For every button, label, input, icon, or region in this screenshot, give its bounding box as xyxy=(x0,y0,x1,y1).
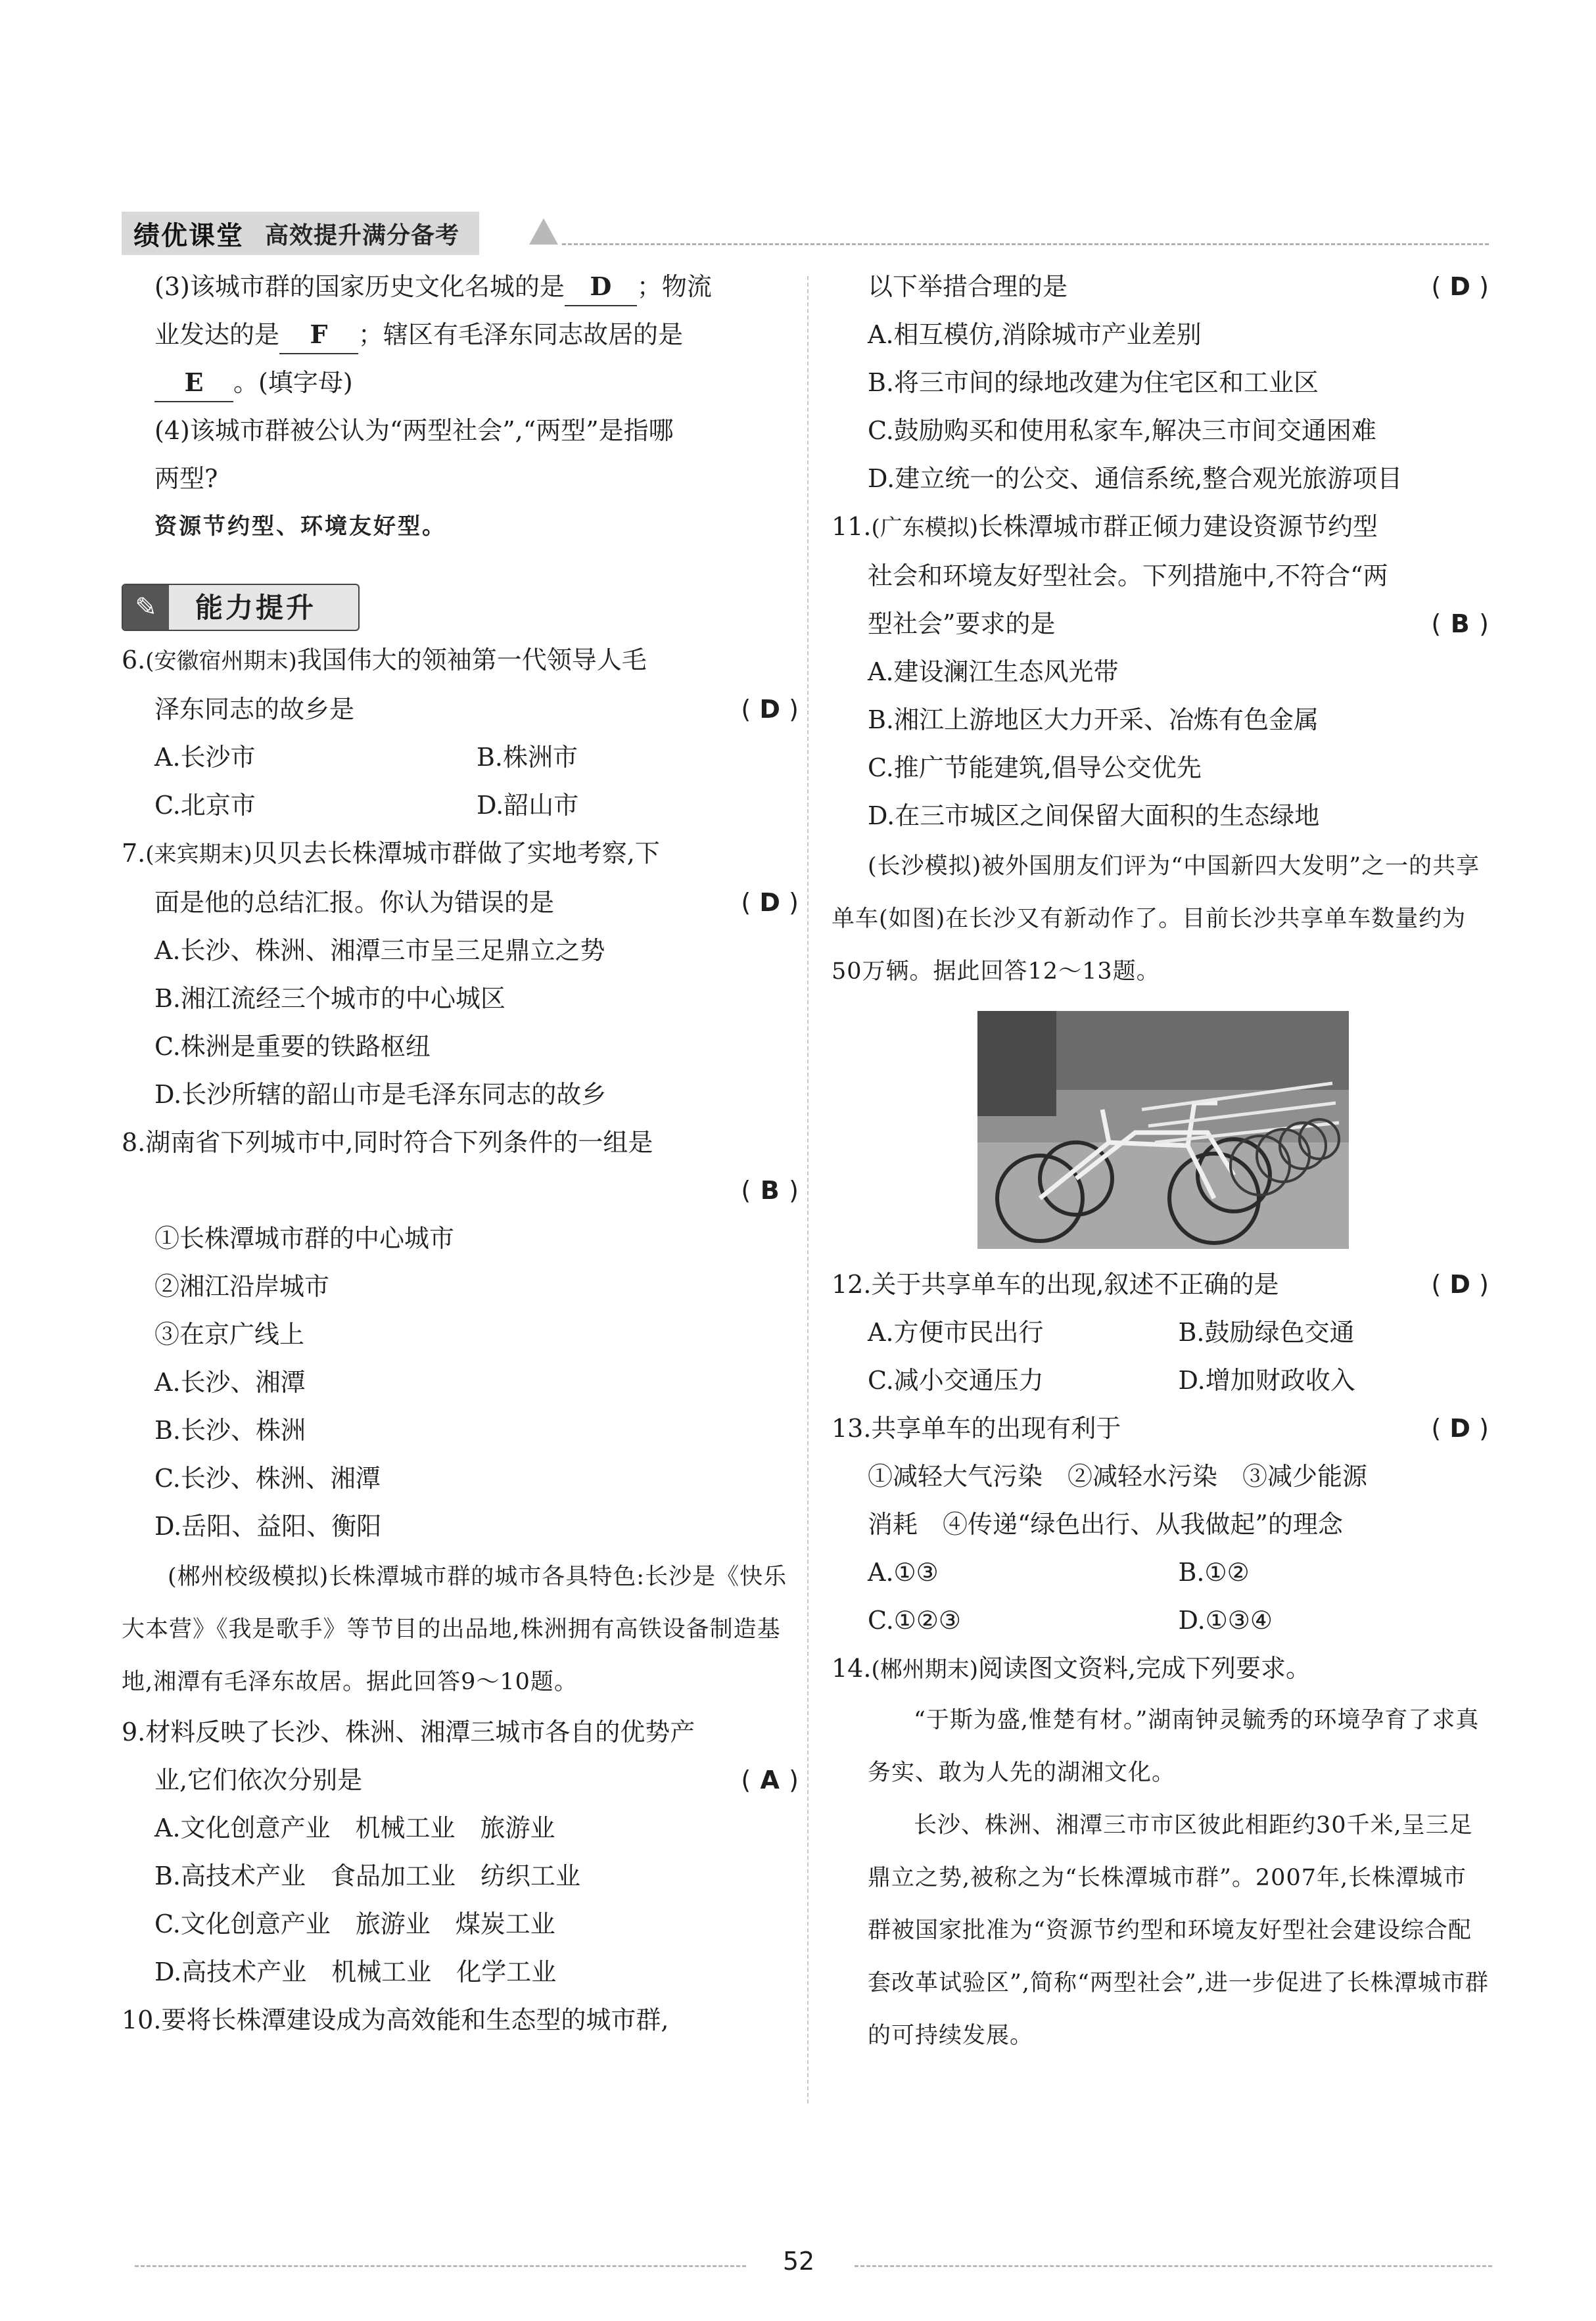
q11-line2: 社会和环境友好型社会。下列措施中,不符合“两 xyxy=(868,561,1388,590)
q3-answer-1: D xyxy=(565,268,637,306)
q11-option-d: D.在三市城区之间保留大面积的生态绿地 xyxy=(868,801,1320,830)
q7-line1: 7.(来宾期末)贝贝去长株潭城市群做了实地考察,下 xyxy=(122,839,660,868)
q14-line1: 14.(郴州期末)阅读图文资料,完成下列要求。 xyxy=(832,1654,1311,1683)
q6-line1: 6.(安徽宿州期末)我国伟大的领袖第一代领导人毛 xyxy=(122,645,647,674)
section-title-text: 能力提升 xyxy=(195,591,317,624)
q13-options-row2: C.①②③ D.①③④ xyxy=(868,1606,1273,1635)
q7-option-c: C.株洲是重要的铁路枢纽 xyxy=(154,1032,431,1061)
q6-options-row2: C.北京市 D.韶山市 xyxy=(154,791,579,820)
q12-options-row1: A.方便市民出行 B.鼓励绿色交通 xyxy=(868,1318,1355,1347)
notepad-icon: ✎ xyxy=(123,585,169,630)
q3-answer-2: F xyxy=(279,316,358,354)
header-triangle-icon xyxy=(529,218,558,245)
q8-line1: 8.湖南省下列城市中,同时符合下列条件的一组是 xyxy=(122,1128,653,1157)
q9-option-d: D.高技术产业 机械工业 化学工业 xyxy=(154,1958,557,1986)
material-9-10: (郴州校级模拟)长株潭城市群的城市各具特色:长沙是《快乐大本营》《我是歌手》等节目的出品地,株洲拥有高铁设备制造基地,湘潭有毛泽东故居。据此回答9～10题。 xyxy=(122,1564,787,1695)
left-column xyxy=(122,263,799,2044)
q13-statements-2: 消耗 ④传递“绿色出行、从我做起”的理念 xyxy=(868,1510,1343,1539)
shared-bicycles-photo xyxy=(977,1011,1349,1249)
q9-line1: 9.材料反映了长沙、株洲、湘潭三城市各自的优势产 xyxy=(122,1718,695,1747)
q13-statements-1: ①减轻大气污染 ②减轻水污染 ③减少能源 xyxy=(868,1462,1368,1491)
footer-divider-left xyxy=(135,2265,746,2267)
q14-paragraph-1: “于斯为盛,惟楚有材。”湖南钟灵毓秀的环境孕育了求真务实、敢为人先的湖湘文化。 xyxy=(868,1707,1480,1786)
q3-answer-3: E xyxy=(154,364,233,402)
q9-option-b: B.高技术产业 食品加工业 纺织工业 xyxy=(154,1862,581,1890)
q6-line2: 泽东同志的故乡是 ( D ) xyxy=(122,686,799,734)
q13-answer: ( D ) xyxy=(1431,1414,1489,1443)
q12-options-row2: C.减小交通压力 D.增加财政收入 xyxy=(868,1366,1355,1395)
q11-line1: 11.(广东模拟)长株潭城市群正倾力建设资源节约型 xyxy=(832,512,1378,541)
q8-answer-line xyxy=(122,1167,799,1215)
q11-option-b: B.湘江上游地区大力开采、冶炼有色金属 xyxy=(868,705,1319,734)
q10-answer: ( D ) xyxy=(1431,272,1489,301)
q7-option-d: D.长沙所辖的韶山市是毛泽东同志的故乡 xyxy=(154,1080,607,1109)
q13-options-row1: A.①③ B.①② xyxy=(868,1558,1250,1587)
q13-line1: 13.共享单车的出现有利于 ( D ) xyxy=(832,1405,1489,1453)
q8-option-d: D.岳阳、益阳、衡阳 xyxy=(154,1512,382,1541)
q3-line2: 业发达的是 F ；辖区有毛泽东同志故居的是 xyxy=(122,311,799,359)
q10-option-d: D.建立统一的公交、通信系统,整合观光旅游项目 xyxy=(868,464,1403,493)
q11-option-c: C.推广节能建筑,倡导公交优先 xyxy=(868,753,1202,782)
q7-option-b: B.湘江流经三个城市的中心城区 xyxy=(154,984,506,1013)
q11-line3: 型社会”要求的是 ( B ) xyxy=(832,600,1489,648)
q11-answer: ( B ) xyxy=(1431,609,1489,638)
header-brand: 绩优课堂 xyxy=(133,220,244,251)
column-divider xyxy=(807,276,809,2103)
q12-answer: ( D ) xyxy=(1431,1270,1489,1299)
q4-line1: (4)该城市群被公认为“两型社会”,“两型”是指哪 xyxy=(154,416,674,445)
q10-line1: 10.要将长株潭建设成为高效能和生态型的城市群, xyxy=(122,2005,669,2034)
header-divider xyxy=(562,243,1489,245)
q7-line2: 面是他的总结汇报。你认为错误的是 ( D ) xyxy=(122,879,799,927)
q9-option-a: A.文化创意产业 机械工业 旅游业 xyxy=(154,1814,555,1842)
q6-options-row1: A.长沙市 B.株洲市 xyxy=(154,743,578,772)
q4-line2: 两型? xyxy=(154,464,218,493)
q10-option-b: B.将三市间的绿地改建为住宅区和工业区 xyxy=(868,368,1319,397)
bicycle-icon xyxy=(977,1011,1349,1249)
q12-line1: 12.关于共享单车的出现,叙述不正确的是 ( D ) xyxy=(832,1261,1489,1309)
footer-divider-right xyxy=(855,2265,1492,2267)
header-banner xyxy=(122,212,479,255)
q4-answer: 资源节约型、环境友好型。 xyxy=(154,513,446,540)
q7-option-a: A.长沙、株洲、湘潭三市呈三足鼎立之势 xyxy=(154,936,605,965)
q9-answer: ( A ) xyxy=(741,1766,799,1794)
q9-option-c: C.文化创意产业 旅游业 煤炭工业 xyxy=(154,1910,555,1938)
q8-answer: ( B ) xyxy=(741,1176,799,1205)
q8-cond-1: ①长株潭城市群的中心城市 xyxy=(154,1224,455,1253)
page-header xyxy=(122,209,1489,262)
material-12-13: (长沙模拟)被外国朋友们评为“中国新四大发明”之一的共享单车(如图)在长沙又有新动作了。目前长沙共享单车数量约为50万辆。据此回答12～13题。 xyxy=(832,853,1480,985)
right-column xyxy=(832,263,1489,2062)
q10-option-c: C.鼓励购买和使用私家车,解决三市间交通困难 xyxy=(868,416,1376,445)
q8-cond-2: ②湘江沿岸城市 xyxy=(154,1272,330,1301)
q8-option-b: B.长沙、株洲 xyxy=(154,1416,306,1445)
q3-line3: E 。(填字母) xyxy=(122,359,799,407)
q8-option-a: A.长沙、湘潭 xyxy=(154,1368,306,1397)
section-title xyxy=(122,577,799,636)
q6-answer: ( D ) xyxy=(741,695,799,724)
q8-cond-3: ③在京广线上 xyxy=(154,1320,305,1349)
q8-option-c: C.长沙、株洲、湘潭 xyxy=(154,1464,381,1493)
q11-option-a: A.建设澜江生态风光带 xyxy=(868,657,1119,686)
q10-line2: 以下举措合理的是 ( D ) xyxy=(832,263,1489,311)
q3-line1: (3)该城市群的国家历史文化名城的是 D ；物流 xyxy=(122,263,799,311)
q10-option-a: A.相互模仿,消除城市产业差别 xyxy=(868,320,1202,349)
q9-line2: 业,它们依次分别是 ( A ) xyxy=(122,1756,799,1804)
q14-paragraph-2: 长沙、株洲、湘潭三市市区彼此相距约30千米,呈三足鼎立之势,被称之为“长株潭城市群”。2007年,长株潭城市群被国家批准为“资源节约型和环境友好型社会建设综合配套改革试验区”,简称“两型社会”,进一步促进了长株潭城市群的可持续发展。 xyxy=(868,1812,1489,2049)
q7-answer: ( D ) xyxy=(741,888,799,917)
page-number: 52 xyxy=(782,2247,815,2276)
header-slogan: 高效提升满分备考 xyxy=(265,222,460,249)
